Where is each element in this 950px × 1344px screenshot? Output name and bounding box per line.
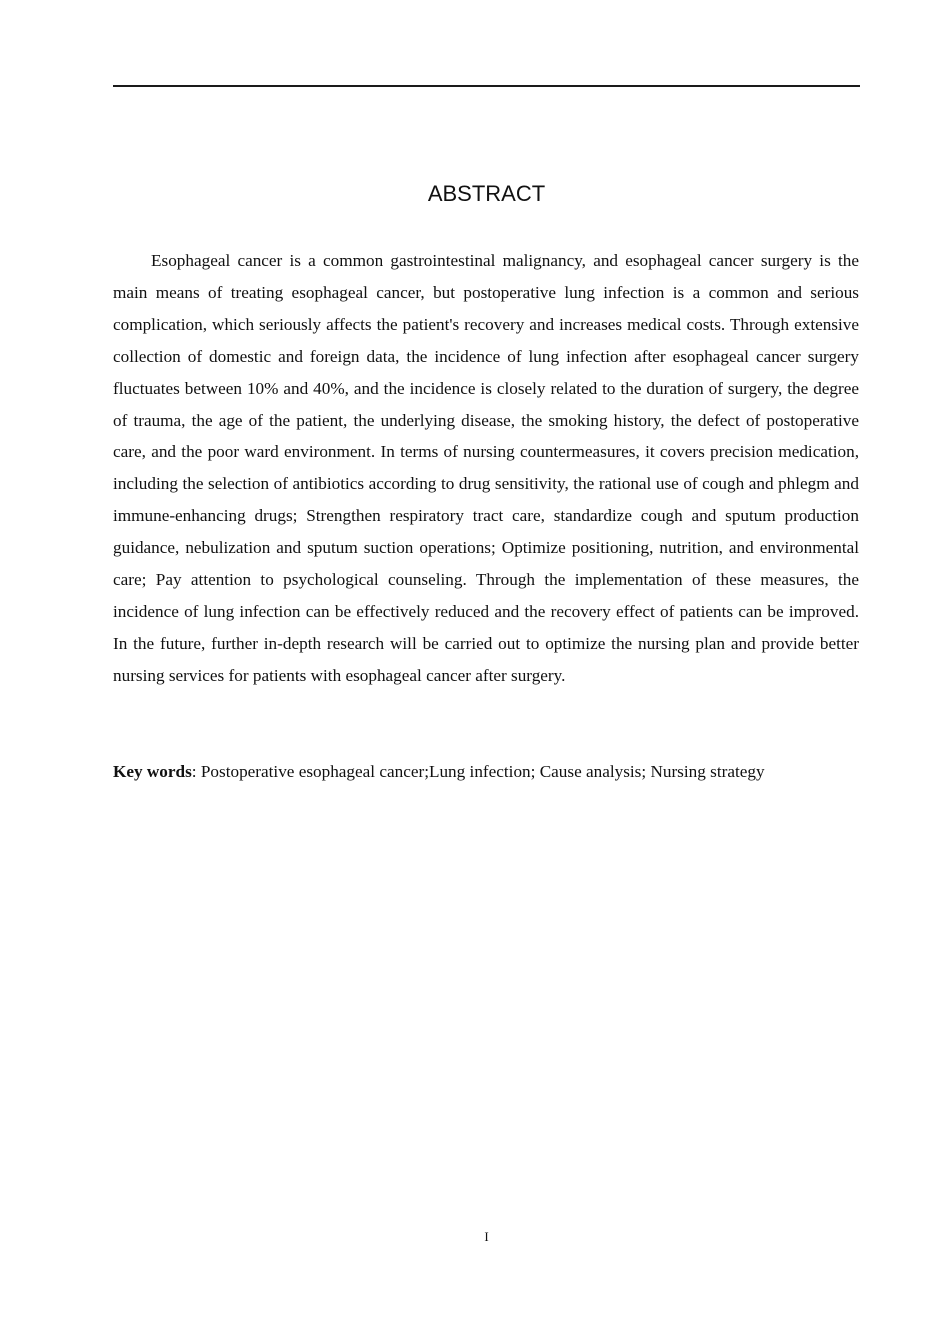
page-number: I [484, 1229, 489, 1244]
keywords-line [113, 756, 859, 788]
keywords-label: Key words [113, 762, 192, 781]
abstract-title: ABSTRACT [427, 181, 546, 206]
abstract-body: Esophageal cancer is a common gastrointestinal malignancy, and esophageal cancer surgery is the main means of treating esophageal cancer, but postoperative lung infection is a common and serious complication, which seriously affects the patient's recovery and increases medical costs. Through extensive collection of domestic and foreign data, the incidence of lung infection after esophageal cancer surgery fluctuates between 10% and 40%, and the incidence is closely related to the duration of surgery, the degree of trauma, the age of the patient, the underlying disease, the smoking history, the defect of postoperative care, and the poor ward environment. In terms of nursing countermeasures, it covers precision medication, including the selection of antibiotics according to drug sensitivity, the rational use of cough and phlegm and immune-enhancing drugs; Strengthen respiratory tract care, standardize cough and sputum production guidance, nebulization and sputum suction operations; Optimize positioning, nutrition, and environmental care; Pay attention to psychological counseling. Through the implementation of these measures, the incidence of lung infection can be effectively reduced and the recovery effect of patients can be improved. In the future, further in-depth research will be carried out to optimize the nursing plan and provide better nursing services for patients with esophageal cancer after surgery. [113, 251, 859, 685]
keywords-text: : Postoperative esophageal cancer;Lung infection; Cause analysis; Nursing strategy [191, 762, 765, 781]
header-rule [113, 85, 860, 87]
